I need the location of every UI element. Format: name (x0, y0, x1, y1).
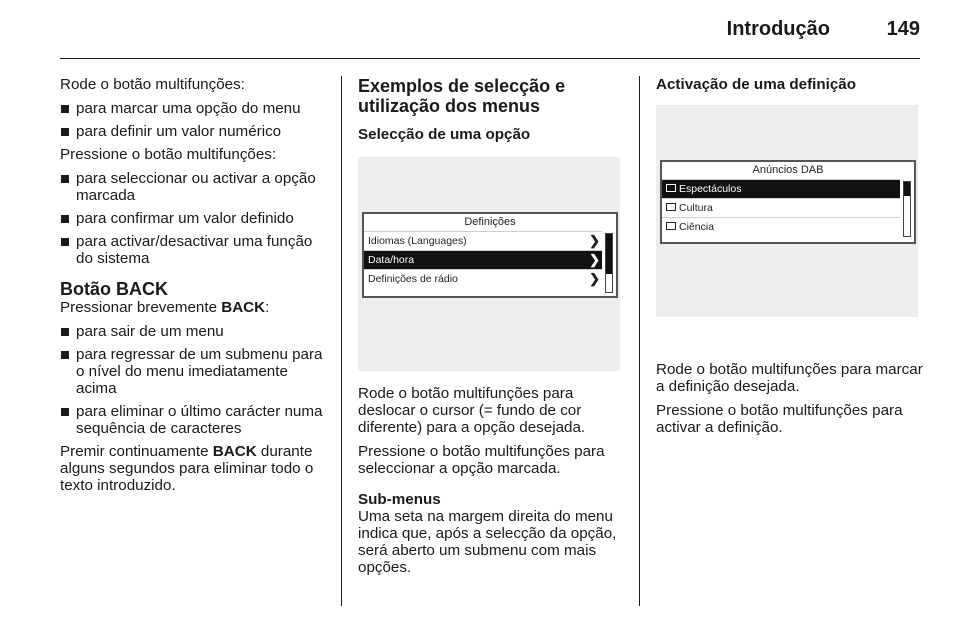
menu-item-radio-settings (364, 269, 602, 288)
column-2 (358, 76, 626, 583)
heading-menu-examples: Exemplos de selecção e utilização dos menus (358, 76, 566, 116)
bold-text: BACK (212, 443, 257, 460)
menu-item-label: Data/hora (368, 254, 415, 266)
option-item-culture (662, 198, 900, 217)
display-title: Anúncios DAB (752, 164, 824, 176)
list-item: para seleccionar ou activar a opção marcada (60, 170, 328, 204)
paragraph: Rode o botão multifunções para deslocar o cursor (= fundo de cor diferente) para a opção desejada. (358, 385, 586, 436)
header-divider (60, 58, 920, 59)
option-item-label: Cultura (679, 202, 713, 214)
heading-submenus: Sub-menus (358, 491, 441, 508)
column-1 (60, 76, 328, 501)
text: Pressionar brevemente (60, 299, 222, 316)
paragraph: Pressione o botão multifunções para activar a definição. (656, 402, 903, 436)
paragraph (60, 299, 328, 316)
heading-back-button: Botão BACK (60, 279, 168, 299)
menu-item-date-time (364, 250, 602, 269)
display-screenshot-settings (358, 157, 620, 371)
display-screenshot-dab (656, 105, 918, 317)
column-divider-1 (341, 76, 342, 606)
list-item: para eliminar o último carácter numa sequência de caracteres (60, 403, 328, 437)
menu-item-languages (364, 231, 602, 250)
heading-activate-setting: Activação de uma definição (656, 76, 857, 93)
dab-announcements-display (660, 160, 916, 244)
settings-menu-display (362, 212, 618, 298)
paragraph: Rode o botão multifunções: (60, 76, 245, 93)
list-item: para sair de um menu (60, 323, 328, 340)
list-item: para marcar uma opção do menu (60, 100, 328, 117)
checked-checkbox-icon (666, 222, 676, 230)
bold-text: BACK (221, 299, 266, 316)
chevron-right-icon: ❯ (589, 252, 600, 267)
page-number: 149 (886, 18, 920, 40)
menu-item-label: Definições de rádio (368, 273, 458, 285)
option-item-label: Ciência (679, 221, 715, 233)
bullet-list (60, 100, 328, 140)
paragraph: Uma seta na margem direita do menu indica que, após a selecção da opção, será aberto um submenu com mais opções. (358, 508, 617, 576)
paragraph: Pressione o botão multifunções: (60, 146, 277, 163)
unchecked-checkbox-icon (666, 203, 676, 211)
paragraph: Pressione o botão multifunções para seleccionar a opção marcada. (358, 443, 605, 477)
list-item: para confirmar um valor definido (60, 210, 328, 227)
menu-item-label: Idiomas (Languages) (368, 235, 467, 247)
display-scrollbar (903, 181, 911, 237)
column-divider-2 (639, 76, 640, 606)
page-header (60, 0, 920, 60)
checked-checkbox-icon (666, 184, 676, 192)
section-title: Introdução (726, 18, 830, 40)
paragraph (60, 443, 328, 494)
list-item: para regressar de um submenu para o nível do menu imediatamente acima (60, 346, 328, 397)
scrollbar-thumb (904, 182, 910, 196)
option-item-label: Espectáculos (679, 183, 742, 195)
scrollbar-thumb (606, 234, 612, 274)
text: : (265, 299, 270, 316)
text: Premir continuamente (60, 443, 213, 460)
display-title: Definições (464, 216, 516, 228)
list-item: para activar/desactivar uma função do sistema (60, 233, 328, 267)
option-item-science (662, 217, 900, 236)
text: durante alguns segundos para eliminar todo o texto introduzido. (60, 443, 314, 494)
list-item: para definir um valor numérico (60, 123, 328, 140)
column-3 (656, 76, 924, 443)
bullet-list (60, 323, 328, 437)
heading-option-selection: Selecção de uma opção (358, 126, 531, 143)
bullet-list (60, 170, 328, 267)
display-scrollbar (605, 233, 613, 293)
option-item-shows (662, 179, 900, 198)
chevron-right-icon: ❯ (589, 233, 600, 248)
paragraph: Rode o botão multifunções para marcar a definição desejada. (656, 361, 923, 395)
chevron-right-icon: ❯ (589, 271, 600, 286)
